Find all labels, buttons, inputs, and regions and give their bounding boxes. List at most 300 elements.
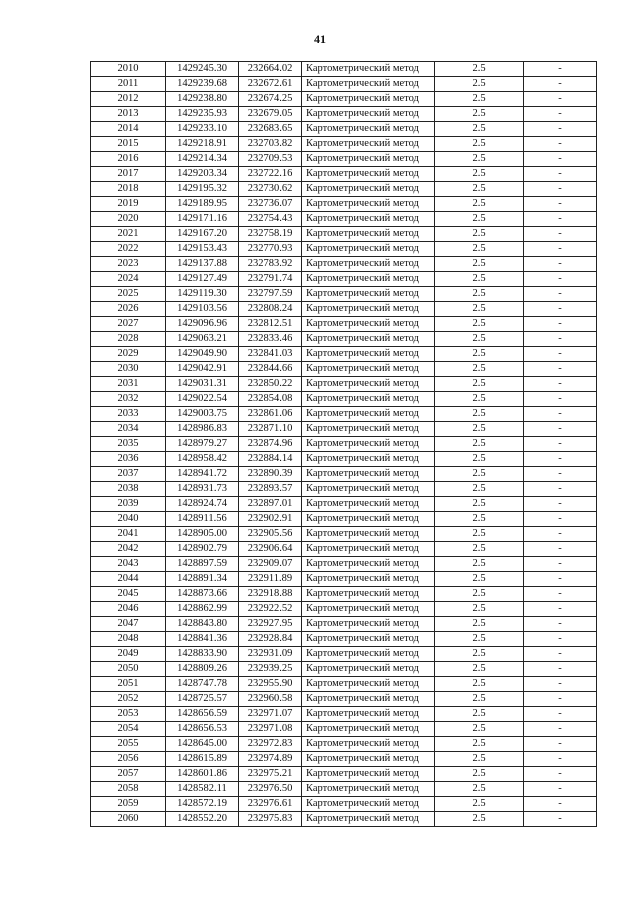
coordinates-table-body <box>91 62 597 827</box>
note-cell: - <box>524 692 597 707</box>
note-cell: - <box>524 137 597 152</box>
accuracy-cell: 2.5 <box>435 107 524 122</box>
accuracy-cell: 2.5 <box>435 167 524 182</box>
y-coordinate-cell: 232833.46 <box>239 332 302 347</box>
x-coordinate-cell: 1428809.26 <box>166 662 239 677</box>
y-coordinate-cell: 232960.58 <box>239 692 302 707</box>
note-cell: - <box>524 257 597 272</box>
point-number-cell: 2060 <box>91 812 166 827</box>
accuracy-cell: 2.5 <box>435 632 524 647</box>
x-coordinate-cell: 1428552.20 <box>166 812 239 827</box>
note-cell: - <box>524 572 597 587</box>
note-cell: - <box>524 527 597 542</box>
method-cell: Картометрический метод <box>302 377 435 392</box>
point-number-cell: 2049 <box>91 647 166 662</box>
note-cell: - <box>524 707 597 722</box>
y-coordinate-cell: 232812.51 <box>239 317 302 332</box>
x-coordinate-cell: 1428986.83 <box>166 422 239 437</box>
accuracy-cell: 2.5 <box>435 122 524 137</box>
note-cell: - <box>524 512 597 527</box>
x-coordinate-cell: 1428931.73 <box>166 482 239 497</box>
note-cell: - <box>524 242 597 257</box>
note-cell: - <box>524 587 597 602</box>
note-cell: - <box>524 617 597 632</box>
y-coordinate-cell: 232874.96 <box>239 437 302 452</box>
x-coordinate-cell: 1429096.96 <box>166 317 239 332</box>
point-number-cell: 2011 <box>91 77 166 92</box>
x-coordinate-cell: 1429233.10 <box>166 122 239 137</box>
table-row <box>91 422 597 437</box>
y-coordinate-cell: 232703.82 <box>239 137 302 152</box>
accuracy-cell: 2.5 <box>435 692 524 707</box>
table-row <box>91 272 597 287</box>
x-coordinate-cell: 1429235.93 <box>166 107 239 122</box>
point-number-cell: 2015 <box>91 137 166 152</box>
y-coordinate-cell: 232797.59 <box>239 287 302 302</box>
table-row <box>91 62 597 77</box>
x-coordinate-cell: 1428615.89 <box>166 752 239 767</box>
table-row <box>91 182 597 197</box>
coordinates-table <box>90 61 597 827</box>
y-coordinate-cell: 232976.50 <box>239 782 302 797</box>
method-cell: Картометрический метод <box>302 227 435 242</box>
method-cell: Картометрический метод <box>302 197 435 212</box>
x-coordinate-cell: 1429245.30 <box>166 62 239 77</box>
point-number-cell: 2012 <box>91 92 166 107</box>
accuracy-cell: 2.5 <box>435 677 524 692</box>
point-number-cell: 2023 <box>91 257 166 272</box>
note-cell: - <box>524 347 597 362</box>
note-cell: - <box>524 332 597 347</box>
accuracy-cell: 2.5 <box>435 92 524 107</box>
y-coordinate-cell: 232850.22 <box>239 377 302 392</box>
point-number-cell: 2030 <box>91 362 166 377</box>
y-coordinate-cell: 232754.43 <box>239 212 302 227</box>
table-row <box>91 452 597 467</box>
accuracy-cell: 2.5 <box>435 752 524 767</box>
note-cell: - <box>524 557 597 572</box>
accuracy-cell: 2.5 <box>435 137 524 152</box>
accuracy-cell: 2.5 <box>435 452 524 467</box>
accuracy-cell: 2.5 <box>435 62 524 77</box>
table-row <box>91 467 597 482</box>
accuracy-cell: 2.5 <box>435 527 524 542</box>
x-coordinate-cell: 1429239.68 <box>166 77 239 92</box>
method-cell: Картометрический метод <box>302 242 435 257</box>
x-coordinate-cell: 1429218.91 <box>166 137 239 152</box>
x-coordinate-cell: 1429214.34 <box>166 152 239 167</box>
note-cell: - <box>524 182 597 197</box>
method-cell: Картометрический метод <box>302 467 435 482</box>
accuracy-cell: 2.5 <box>435 347 524 362</box>
y-coordinate-cell: 232709.53 <box>239 152 302 167</box>
y-coordinate-cell: 232909.07 <box>239 557 302 572</box>
table-row <box>91 587 597 602</box>
point-number-cell: 2014 <box>91 122 166 137</box>
y-coordinate-cell: 232897.01 <box>239 497 302 512</box>
y-coordinate-cell: 232931.09 <box>239 647 302 662</box>
accuracy-cell: 2.5 <box>435 602 524 617</box>
accuracy-cell: 2.5 <box>435 707 524 722</box>
accuracy-cell: 2.5 <box>435 722 524 737</box>
accuracy-cell: 2.5 <box>435 467 524 482</box>
x-coordinate-cell: 1429127.49 <box>166 272 239 287</box>
point-number-cell: 2018 <box>91 182 166 197</box>
y-coordinate-cell: 232927.95 <box>239 617 302 632</box>
table-row <box>91 377 597 392</box>
table-row <box>91 437 597 452</box>
method-cell: Картометрический метод <box>302 122 435 137</box>
accuracy-cell: 2.5 <box>435 152 524 167</box>
x-coordinate-cell: 1428843.80 <box>166 617 239 632</box>
accuracy-cell: 2.5 <box>435 572 524 587</box>
y-coordinate-cell: 232928.84 <box>239 632 302 647</box>
table-row <box>91 692 597 707</box>
note-cell: - <box>524 467 597 482</box>
y-coordinate-cell: 232722.16 <box>239 167 302 182</box>
point-number-cell: 2052 <box>91 692 166 707</box>
x-coordinate-cell: 1429031.31 <box>166 377 239 392</box>
method-cell: Картометрический метод <box>302 722 435 737</box>
table-row <box>91 782 597 797</box>
y-coordinate-cell: 232906.64 <box>239 542 302 557</box>
accuracy-cell: 2.5 <box>435 422 524 437</box>
method-cell: Картометрический метод <box>302 527 435 542</box>
y-coordinate-cell: 232971.08 <box>239 722 302 737</box>
point-number-cell: 2051 <box>91 677 166 692</box>
method-cell: Картометрический метод <box>302 497 435 512</box>
x-coordinate-cell: 1428747.78 <box>166 677 239 692</box>
point-number-cell: 2036 <box>91 452 166 467</box>
note-cell: - <box>524 167 597 182</box>
table-row <box>91 227 597 242</box>
table-row <box>91 767 597 782</box>
note-cell: - <box>524 767 597 782</box>
table-row <box>91 797 597 812</box>
method-cell: Картометрический метод <box>302 77 435 92</box>
note-cell: - <box>524 302 597 317</box>
point-number-cell: 2031 <box>91 377 166 392</box>
note-cell: - <box>524 662 597 677</box>
method-cell: Картометрический метод <box>302 212 435 227</box>
table-row <box>91 287 597 302</box>
method-cell: Картометрический метод <box>302 752 435 767</box>
note-cell: - <box>524 152 597 167</box>
note-cell: - <box>524 452 597 467</box>
y-coordinate-cell: 232679.05 <box>239 107 302 122</box>
x-coordinate-cell: 1428656.53 <box>166 722 239 737</box>
x-coordinate-cell: 1429022.54 <box>166 392 239 407</box>
table-row <box>91 257 597 272</box>
note-cell: - <box>524 482 597 497</box>
accuracy-cell: 2.5 <box>435 542 524 557</box>
method-cell: Картометрический метод <box>302 647 435 662</box>
accuracy-cell: 2.5 <box>435 482 524 497</box>
x-coordinate-cell: 1428958.42 <box>166 452 239 467</box>
point-number-cell: 2040 <box>91 512 166 527</box>
method-cell: Картометрический метод <box>302 302 435 317</box>
y-coordinate-cell: 232672.61 <box>239 77 302 92</box>
y-coordinate-cell: 232808.24 <box>239 302 302 317</box>
x-coordinate-cell: 1429189.95 <box>166 197 239 212</box>
note-cell: - <box>524 797 597 812</box>
x-coordinate-cell: 1428572.19 <box>166 797 239 812</box>
table-row <box>91 77 597 92</box>
x-coordinate-cell: 1429049.90 <box>166 347 239 362</box>
x-coordinate-cell: 1429167.20 <box>166 227 239 242</box>
y-coordinate-cell: 232890.39 <box>239 467 302 482</box>
table-row <box>91 122 597 137</box>
x-coordinate-cell: 1428841.36 <box>166 632 239 647</box>
table-row <box>91 347 597 362</box>
point-number-cell: 2046 <box>91 602 166 617</box>
method-cell: Картометрический метод <box>302 632 435 647</box>
y-coordinate-cell: 232841.03 <box>239 347 302 362</box>
point-number-cell: 2019 <box>91 197 166 212</box>
point-number-cell: 2042 <box>91 542 166 557</box>
accuracy-cell: 2.5 <box>435 77 524 92</box>
method-cell: Картометрический метод <box>302 272 435 287</box>
y-coordinate-cell: 232884.14 <box>239 452 302 467</box>
x-coordinate-cell: 1429119.30 <box>166 287 239 302</box>
accuracy-cell: 2.5 <box>435 197 524 212</box>
note-cell: - <box>524 377 597 392</box>
y-coordinate-cell: 232783.92 <box>239 257 302 272</box>
table-row <box>91 722 597 737</box>
table-row <box>91 362 597 377</box>
table-row <box>91 407 597 422</box>
x-coordinate-cell: 1428924.74 <box>166 497 239 512</box>
accuracy-cell: 2.5 <box>435 302 524 317</box>
point-number-cell: 2029 <box>91 347 166 362</box>
point-number-cell: 2054 <box>91 722 166 737</box>
note-cell: - <box>524 317 597 332</box>
point-number-cell: 2016 <box>91 152 166 167</box>
table-row <box>91 197 597 212</box>
x-coordinate-cell: 1429137.88 <box>166 257 239 272</box>
table-row <box>91 302 597 317</box>
point-number-cell: 2035 <box>91 437 166 452</box>
y-coordinate-cell: 232893.57 <box>239 482 302 497</box>
table-row <box>91 167 597 182</box>
table-row <box>91 812 597 827</box>
x-coordinate-cell: 1428656.59 <box>166 707 239 722</box>
point-number-cell: 2038 <box>91 482 166 497</box>
x-coordinate-cell: 1428911.56 <box>166 512 239 527</box>
x-coordinate-cell: 1429042.91 <box>166 362 239 377</box>
note-cell: - <box>524 122 597 137</box>
table-row <box>91 527 597 542</box>
accuracy-cell: 2.5 <box>435 272 524 287</box>
x-coordinate-cell: 1428725.57 <box>166 692 239 707</box>
point-number-cell: 2020 <box>91 212 166 227</box>
note-cell: - <box>524 197 597 212</box>
note-cell: - <box>524 227 597 242</box>
method-cell: Картометрический метод <box>302 617 435 632</box>
point-number-cell: 2027 <box>91 317 166 332</box>
point-number-cell: 2013 <box>91 107 166 122</box>
x-coordinate-cell: 1429103.56 <box>166 302 239 317</box>
table-row <box>91 482 597 497</box>
table-row <box>91 662 597 677</box>
y-coordinate-cell: 232736.07 <box>239 197 302 212</box>
method-cell: Картометрический метод <box>302 257 435 272</box>
table-row <box>91 317 597 332</box>
method-cell: Картометрический метод <box>302 512 435 527</box>
method-cell: Картометрический метод <box>302 797 435 812</box>
accuracy-cell: 2.5 <box>435 782 524 797</box>
method-cell: Картометрический метод <box>302 407 435 422</box>
note-cell: - <box>524 602 597 617</box>
accuracy-cell: 2.5 <box>435 287 524 302</box>
note-cell: - <box>524 737 597 752</box>
point-number-cell: 2055 <box>91 737 166 752</box>
method-cell: Картометрический метод <box>302 422 435 437</box>
table-row <box>91 542 597 557</box>
point-number-cell: 2043 <box>91 557 166 572</box>
page-number: 41 <box>314 32 326 46</box>
accuracy-cell: 2.5 <box>435 332 524 347</box>
table-row <box>91 572 597 587</box>
point-number-cell: 2059 <box>91 797 166 812</box>
note-cell: - <box>524 62 597 77</box>
note-cell: - <box>524 407 597 422</box>
table-row <box>91 647 597 662</box>
method-cell: Картометрический метод <box>302 332 435 347</box>
accuracy-cell: 2.5 <box>435 437 524 452</box>
method-cell: Картометрический метод <box>302 92 435 107</box>
method-cell: Картометрический метод <box>302 152 435 167</box>
accuracy-cell: 2.5 <box>435 557 524 572</box>
table-row <box>91 752 597 767</box>
y-coordinate-cell: 232972.83 <box>239 737 302 752</box>
y-coordinate-cell: 232911.89 <box>239 572 302 587</box>
table-row <box>91 92 597 107</box>
accuracy-cell: 2.5 <box>435 317 524 332</box>
note-cell: - <box>524 422 597 437</box>
note-cell: - <box>524 92 597 107</box>
table-row <box>91 512 597 527</box>
x-coordinate-cell: 1428891.34 <box>166 572 239 587</box>
point-number-cell: 2033 <box>91 407 166 422</box>
point-number-cell: 2037 <box>91 467 166 482</box>
y-coordinate-cell: 232664.02 <box>239 62 302 77</box>
x-coordinate-cell: 1428601.86 <box>166 767 239 782</box>
x-coordinate-cell: 1428941.72 <box>166 467 239 482</box>
note-cell: - <box>524 437 597 452</box>
y-coordinate-cell: 232770.93 <box>239 242 302 257</box>
note-cell: - <box>524 212 597 227</box>
x-coordinate-cell: 1429238.80 <box>166 92 239 107</box>
x-coordinate-cell: 1429063.21 <box>166 332 239 347</box>
accuracy-cell: 2.5 <box>435 812 524 827</box>
method-cell: Картометрический метод <box>302 662 435 677</box>
method-cell: Картометрический метод <box>302 107 435 122</box>
y-coordinate-cell: 232674.25 <box>239 92 302 107</box>
x-coordinate-cell: 1428873.66 <box>166 587 239 602</box>
point-number-cell: 2044 <box>91 572 166 587</box>
x-coordinate-cell: 1429195.32 <box>166 182 239 197</box>
method-cell: Картометрический метод <box>302 692 435 707</box>
x-coordinate-cell: 1429171.16 <box>166 212 239 227</box>
accuracy-cell: 2.5 <box>435 617 524 632</box>
point-number-cell: 2028 <box>91 332 166 347</box>
table-row <box>91 677 597 692</box>
method-cell: Картометрический метод <box>302 437 435 452</box>
note-cell: - <box>524 647 597 662</box>
y-coordinate-cell: 232974.89 <box>239 752 302 767</box>
accuracy-cell: 2.5 <box>435 257 524 272</box>
point-number-cell: 2025 <box>91 287 166 302</box>
table-row <box>91 632 597 647</box>
method-cell: Картометрический метод <box>302 347 435 362</box>
table-row <box>91 152 597 167</box>
method-cell: Картометрический метод <box>302 602 435 617</box>
accuracy-cell: 2.5 <box>435 662 524 677</box>
point-number-cell: 2039 <box>91 497 166 512</box>
y-coordinate-cell: 232905.56 <box>239 527 302 542</box>
note-cell: - <box>524 362 597 377</box>
note-cell: - <box>524 77 597 92</box>
y-coordinate-cell: 232971.07 <box>239 707 302 722</box>
x-coordinate-cell: 1428833.90 <box>166 647 239 662</box>
note-cell: - <box>524 497 597 512</box>
accuracy-cell: 2.5 <box>435 212 524 227</box>
method-cell: Картометрический метод <box>302 812 435 827</box>
note-cell: - <box>524 542 597 557</box>
y-coordinate-cell: 232939.25 <box>239 662 302 677</box>
method-cell: Картометрический метод <box>302 557 435 572</box>
table-row <box>91 242 597 257</box>
accuracy-cell: 2.5 <box>435 377 524 392</box>
point-number-cell: 2022 <box>91 242 166 257</box>
method-cell: Картометрический метод <box>302 287 435 302</box>
table-row <box>91 107 597 122</box>
method-cell: Картометрический метод <box>302 317 435 332</box>
x-coordinate-cell: 1428905.00 <box>166 527 239 542</box>
y-coordinate-cell: 232791.74 <box>239 272 302 287</box>
y-coordinate-cell: 232918.88 <box>239 587 302 602</box>
point-number-cell: 2026 <box>91 302 166 317</box>
method-cell: Картометрический метод <box>302 392 435 407</box>
accuracy-cell: 2.5 <box>435 392 524 407</box>
note-cell: - <box>524 677 597 692</box>
accuracy-cell: 2.5 <box>435 227 524 242</box>
table-row <box>91 602 597 617</box>
table-row <box>91 332 597 347</box>
y-coordinate-cell: 232902.91 <box>239 512 302 527</box>
note-cell: - <box>524 722 597 737</box>
accuracy-cell: 2.5 <box>435 497 524 512</box>
point-number-cell: 2056 <box>91 752 166 767</box>
y-coordinate-cell: 232955.90 <box>239 677 302 692</box>
method-cell: Картометрический метод <box>302 677 435 692</box>
point-number-cell: 2032 <box>91 392 166 407</box>
accuracy-cell: 2.5 <box>435 362 524 377</box>
method-cell: Картометрический метод <box>302 482 435 497</box>
method-cell: Картометрический метод <box>302 362 435 377</box>
point-number-cell: 2047 <box>91 617 166 632</box>
x-coordinate-cell: 1428979.27 <box>166 437 239 452</box>
point-number-cell: 2057 <box>91 767 166 782</box>
accuracy-cell: 2.5 <box>435 407 524 422</box>
point-number-cell: 2021 <box>91 227 166 242</box>
point-number-cell: 2034 <box>91 422 166 437</box>
x-coordinate-cell: 1428902.79 <box>166 542 239 557</box>
accuracy-cell: 2.5 <box>435 797 524 812</box>
table-row <box>91 212 597 227</box>
table-row <box>91 497 597 512</box>
